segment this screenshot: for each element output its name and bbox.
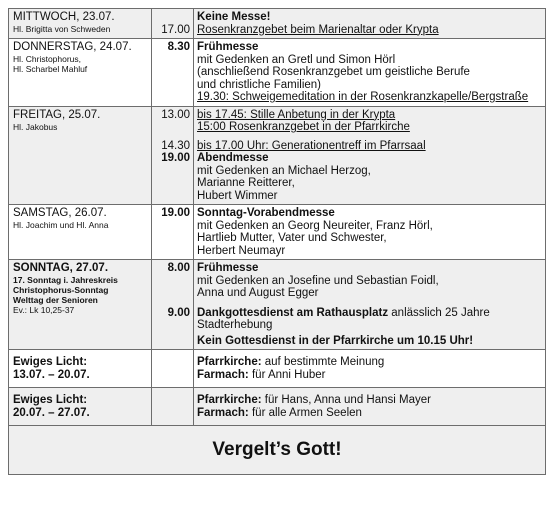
day-saint: Hl. Brigitta von Schweden [13,24,111,34]
event-cell [194,205,546,260]
day-cell [9,205,152,260]
event-title: Keine Messe! [197,11,271,23]
day-gospel: Ev.: Lk 10,25-37 [13,305,75,315]
mass-schedule [8,8,546,475]
intention: für alle Armen Seelen [248,406,362,419]
intention: für Anni Huber [248,368,326,381]
event-title: Frühmesse [197,262,259,274]
event-line: Anna und August Egger [197,287,319,299]
thanks-text: Vergelt’s Gott! [212,439,342,460]
day-cell [9,9,152,39]
event-line: mit Gedenken an Michael Herzog, [197,164,371,177]
event-title: Sonntag-Vorabendmesse [197,207,335,219]
time: 9.00 [167,306,190,319]
day-row-saturday [9,205,546,260]
event-title: Dankgottesdienst am Rathausplatz [197,306,389,319]
event-line: Rosenkranzgebet beim Marienaltar oder Krypta [197,23,439,36]
time: 14.30 [161,139,190,152]
eternal-light-details [194,350,546,388]
event-line: Marianne Reitterer, [197,177,295,189]
day-name: DONNERSTAG, 24.07. [13,41,132,53]
event-title: Abendmesse [197,152,269,164]
day-name: MITTWOCH, 23.07. [13,11,115,23]
event-line: bis 17.45: Stille Anbetung in der Krypta [197,108,396,121]
day-saint: Hl. Scharbel Mahluf [13,64,88,74]
event-line [197,307,542,320]
event-line: 15:00 Rosenkranzgebet in der Pfarrkirche [197,121,410,133]
day-feast: Christophorus-Sonntag [13,285,109,295]
schedule-table [8,8,546,475]
time: 8.00 [167,262,190,274]
time: 19.00 [161,207,190,219]
eternal-light-title: Ewiges Licht: [13,394,88,406]
event-line: (anschließend Rosenkranzgebet um geistliche Berufe [197,66,470,78]
location-label: Farmach: [197,368,249,381]
day-row-friday [9,106,546,205]
eternal-light-range: 13.07. – 20.07. [13,369,90,381]
eternal-light-range: 20.07. – 27.07. [13,407,90,419]
time-cell [152,9,194,39]
event-cell [194,39,546,107]
time: 13.00 [161,108,190,121]
event-title: Frühmesse [197,41,259,53]
eternal-light-line [197,394,542,407]
day-name: SONNTAG, 27.07. [13,262,109,274]
footer-row [9,426,546,475]
time-cell [152,39,194,107]
day-cell [9,106,152,205]
eternal-light-cell [9,350,152,388]
intention: auf bestimmte Meinung [261,356,385,368]
time: 17.00 [161,23,190,36]
eternal-light-line [197,407,542,420]
day-row-sunday [9,260,546,350]
eternal-light-line [197,356,542,369]
day-saint: Hl. Joachim und Hl. Anna [13,220,109,230]
event-cell [194,260,546,350]
time: 19.00 [161,152,190,164]
eternal-light-title: Ewiges Licht: [13,356,88,368]
location-label: Farmach: [197,406,249,419]
intention: für Hans, Anna und Hansi Mayer [261,394,431,406]
time [152,11,190,24]
day-row-wednesday [9,9,546,39]
day-name: FREITAG, 25.07. [13,108,101,121]
time-cell [152,106,194,205]
event-cell [194,9,546,39]
event-line: Hartlieb Mutter, Vater und Schwester, [197,232,387,244]
event-line: mit Gedenken an Gretl und Simon Hörl [197,53,396,66]
eternal-light-line [197,369,542,382]
location-label: Pfarrkirche: [197,394,262,406]
day-cell [9,39,152,107]
event-line: bis 17.00 Uhr: Generationentreff im Pfarrsaal [197,139,426,152]
day-name: SAMSTAG, 26.07. [13,207,107,219]
day-cell [9,260,152,350]
event-notice: Kein Gottesdienst in der Pfarrkirche um 10.15 Uhr! [197,334,474,347]
event-line: Herbert Neumayr [197,244,286,257]
time [152,121,190,134]
location-label: Pfarrkirche: [197,356,262,368]
event-line: und christliche Familien) [197,78,321,91]
time-cell [152,205,194,260]
eternal-light-details [194,388,546,426]
day-saint: Hl. Jakobus [13,121,58,132]
time: 8.30 [167,41,190,53]
footer-cell [9,426,546,475]
event-line: mit Gedenken an Georg Neureiter, Franz Hörl, [197,219,433,232]
event-text: anlässlich 25 Jahre [388,306,490,319]
event-line: 19.30: Schweigemeditation in der Rosenkranzkapelle/Bergstraße [197,91,529,103]
day-feast: Welttag der Senioren [13,295,98,305]
eternal-light-cell [9,388,152,426]
time-cell [152,260,194,350]
day-row-thursday [9,39,546,107]
event-line: mit Gedenken an Josefine und Sebastian Foidl, [197,274,439,287]
event-cell [194,106,546,205]
eternal-light-row [9,350,546,388]
day-feast: 17. Sonntag i. Jahreskreis [13,275,118,285]
event-line: Hubert Wimmer [197,189,278,202]
event-line: Stadterhebung [197,319,273,331]
eternal-light-row [9,388,546,426]
day-saint: Hl. Christophorus, [13,54,82,64]
